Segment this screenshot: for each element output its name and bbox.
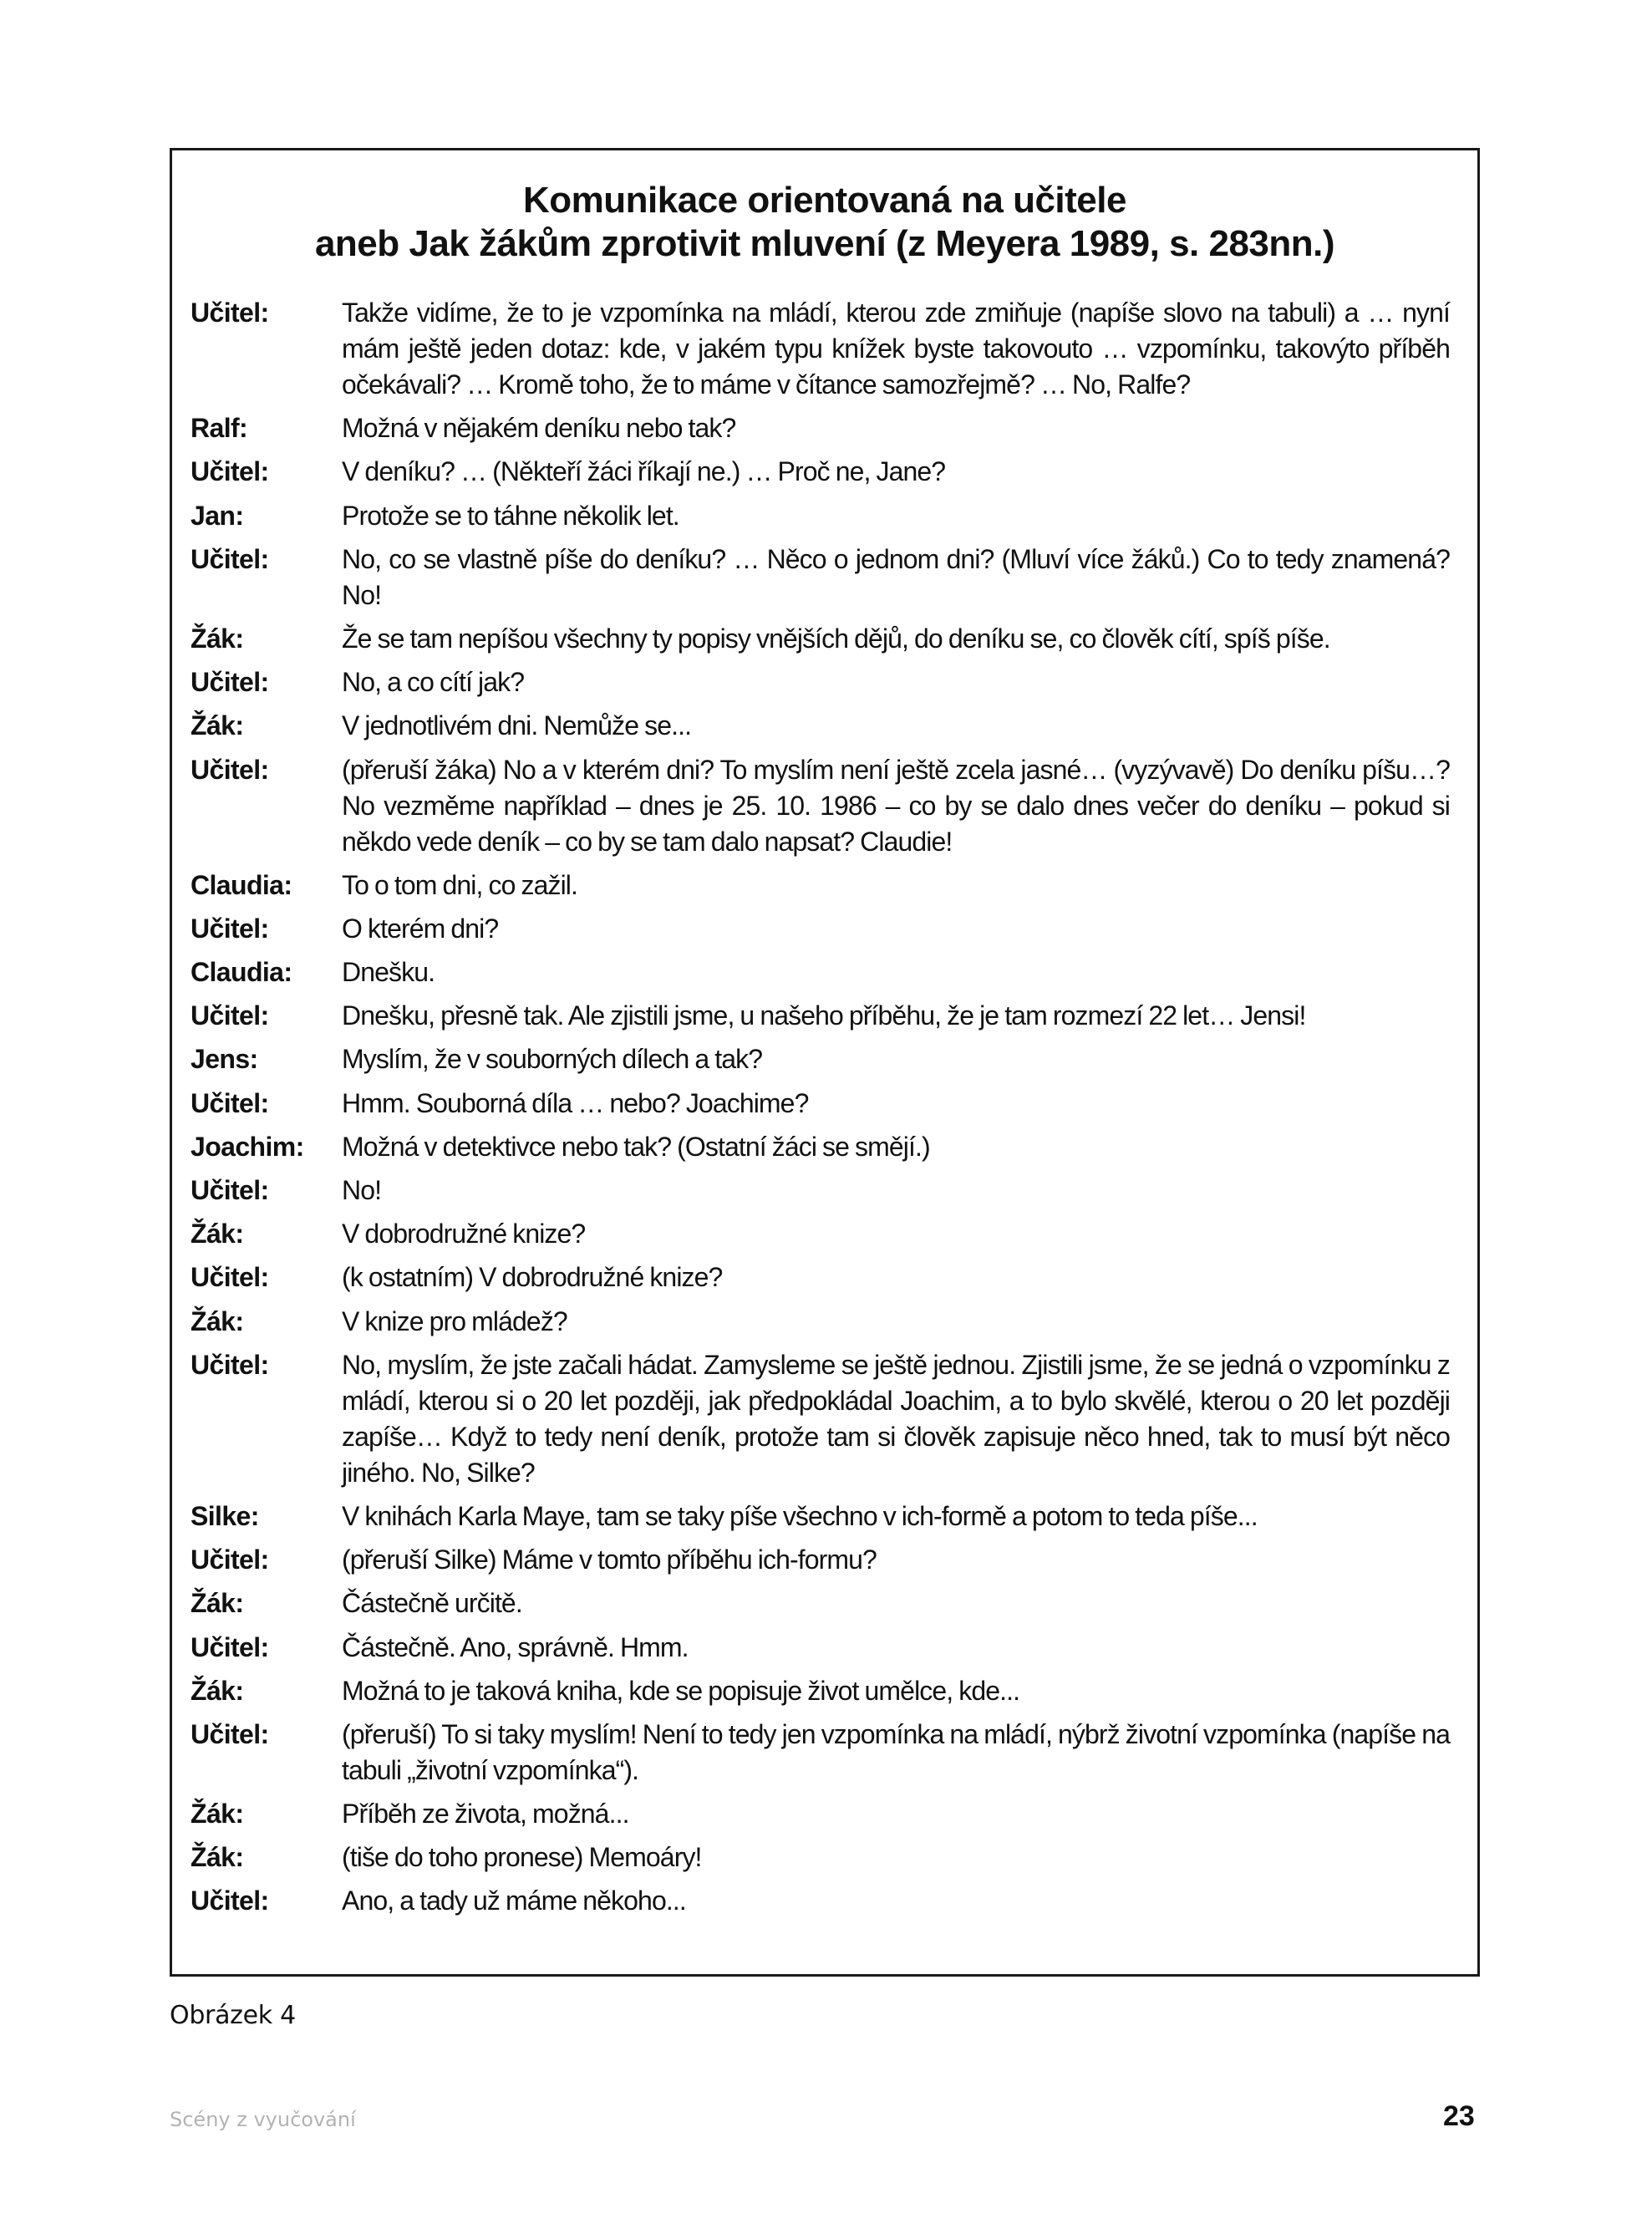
utterance: Dnešku. bbox=[342, 957, 435, 988]
dialogue-row bbox=[191, 1086, 1450, 1122]
utterance: Ano, a tady už máme někoho... bbox=[342, 1886, 686, 1916]
utterance: To o tom dni, co zažil. bbox=[342, 869, 577, 900]
dialogue-row bbox=[191, 1129, 1450, 1165]
dialogue-row bbox=[191, 1585, 1450, 1621]
dialogue-row bbox=[191, 1883, 1450, 1919]
utterance: Myslím, že v souborných dílech a tak? bbox=[342, 1044, 763, 1075]
utterance: Možná to je taková kniha, kde se popisuje život umělce, kde... bbox=[342, 1675, 1020, 1706]
figure-box bbox=[170, 148, 1480, 1977]
dialogue-row bbox=[191, 1673, 1450, 1709]
speaker-label: Jens: bbox=[191, 1044, 258, 1075]
speaker-label: Učitel: bbox=[191, 754, 269, 785]
dialogue-row bbox=[191, 1542, 1450, 1578]
speaker-label: Joachim: bbox=[191, 1131, 304, 1162]
dialogue-row bbox=[191, 708, 1450, 744]
dialogue-row bbox=[191, 954, 1450, 990]
figure-title-line-1: Komunikace orientovaná na učitele bbox=[523, 180, 1126, 221]
page-number: 23 bbox=[1443, 2100, 1475, 2132]
speaker-label: Žák: bbox=[191, 1588, 244, 1619]
dialogue-row bbox=[191, 911, 1450, 947]
dialogue-row bbox=[191, 1499, 1450, 1534]
speaker-label: Žák: bbox=[191, 710, 244, 741]
dialogue-row bbox=[191, 1796, 1450, 1832]
utterance: O kterém dni? bbox=[342, 913, 499, 944]
dialogue-row bbox=[191, 1630, 1450, 1666]
dialogue-row bbox=[191, 542, 1450, 613]
dialogue-row bbox=[191, 998, 1450, 1034]
dialogue-list bbox=[191, 295, 1450, 1927]
dialogue-row bbox=[191, 868, 1450, 903]
utterance: (k ostatním) V dobrodružné knize? bbox=[342, 1262, 723, 1293]
dialogue-row bbox=[191, 621, 1450, 657]
speaker-label: Učitel: bbox=[191, 667, 269, 698]
dialogue-row bbox=[191, 1173, 1450, 1209]
utterance: (přeruší Silke) Máme v tomto příběhu ich-formu? bbox=[342, 1545, 877, 1575]
utterance: Částečně určitě. bbox=[342, 1588, 522, 1619]
speaker-label: Učitel: bbox=[191, 298, 269, 328]
speaker-label: Žák: bbox=[191, 1675, 244, 1706]
dialogue-row bbox=[191, 752, 1450, 860]
utterance: No, myslím, že jste začali hádat. Zamysleme se ještě jednou. Zjistili jsme, že se jedná o vzpomínku z mládí, kterou si o 20 let později, jak předpokládal Joachim, a to bylo skvělé, kterou o 20 let později zapíše… Když to tedy není deník, protože tam si člověk zapisuje něco hned, tak to musí být něco jiného. No, Silke? bbox=[342, 1349, 1450, 1488]
utterance: V knize pro mládež? bbox=[342, 1305, 567, 1336]
speaker-label: Žák: bbox=[191, 1219, 244, 1249]
speaker-label: Žák: bbox=[191, 1842, 244, 1873]
utterance: Takže vidíme, že to je vzpomínka na mládí, kterou zde zmiňuje (napíše slovo na tabuli) a … nyní mám ještě jeden dotaz: kde, v jakém typu knížek byste takovouto … vzpomínku, takovýto příběh očekávali? … Kromě toho, že to máme v čítance samozřejmě? … No, Ralfe? bbox=[342, 298, 1450, 400]
dialogue-row bbox=[191, 1840, 1450, 1875]
dialogue-row bbox=[191, 454, 1450, 490]
speaker-label: Učitel: bbox=[191, 1886, 269, 1916]
speaker-label: Učitel: bbox=[191, 1718, 269, 1749]
utterance: (přeruší) To si taky myslím! Není to tedy jen vzpomínka na mládí, nýbrž životní vzpomínka (napíše na tabuli „životní vzpomínka“). bbox=[342, 1718, 1450, 1785]
utterance: Dnešku, přesně tak. Ale zjistili jsme, u našeho příběhu, že je tam rozmezí 22 let… Jensi! bbox=[342, 1000, 1306, 1031]
speaker-label: Žák: bbox=[191, 1799, 244, 1830]
utterance: Částečně. Ano, správně. Hmm. bbox=[342, 1631, 689, 1662]
speaker-label: Učitel: bbox=[191, 1545, 269, 1575]
utterance: Příběh ze života, možná... bbox=[342, 1799, 629, 1830]
figure-caption: Obrázek 4 bbox=[170, 2001, 296, 2030]
speaker-label: Učitel: bbox=[191, 456, 269, 487]
figure-title bbox=[172, 179, 1477, 266]
running-title: Scény z vyučování bbox=[170, 2108, 356, 2131]
dialogue-row bbox=[191, 664, 1450, 700]
utterance: No, co se vlastně píše do deníku? … Něco o jednom dni? (Mluví více žáků.) Co to tedy znamená? No! bbox=[342, 543, 1450, 610]
speaker-label: Učitel: bbox=[191, 1175, 269, 1205]
utterance: V dobrodružné knize? bbox=[342, 1219, 586, 1249]
speaker-label: Jan: bbox=[191, 500, 244, 531]
utterance: V jednotlivém dni. Nemůže se... bbox=[342, 710, 692, 741]
dialogue-row bbox=[191, 295, 1450, 403]
utterance: (přeruší žáka) No a v kterém dni? To myslím není ještě zcela jasné… (vyzývavě) Do deníku píšu…? No vezměme například – dnes je 25. 10. 1986 – co by se dalo dnes večer do deníku – pokud si někdo vede deník – co by se tam dalo napsat? Claudie! bbox=[342, 754, 1450, 857]
speaker-label: Žák: bbox=[191, 1305, 244, 1336]
utterance: No, a co cítí jak? bbox=[342, 667, 525, 698]
utterance: V knihách Karla Maye, tam se taky píše všechno v ich-formě a potom to teda píše... bbox=[342, 1500, 1258, 1531]
figure-title-line-2: aneb Jak žákům zprotivit mluvení (z Meyera 1989, s. 283nn.) bbox=[314, 223, 1335, 264]
utterance: Hmm. Souborná díla … nebo? Joachime? bbox=[342, 1087, 809, 1118]
dialogue-row bbox=[191, 498, 1450, 534]
utterance: Možná v nějakém deníku nebo tak? bbox=[342, 413, 736, 444]
utterance: Protože se to táhne několik let. bbox=[342, 500, 679, 531]
speaker-label: Učitel: bbox=[191, 1262, 269, 1293]
speaker-label: Žák: bbox=[191, 623, 244, 654]
dialogue-row bbox=[191, 1260, 1450, 1295]
dialogue-row bbox=[191, 1347, 1450, 1491]
utterance: Možná v detektivce nebo tak? (Ostatní žáci se smějí.) bbox=[342, 1131, 930, 1162]
dialogue-row bbox=[191, 410, 1450, 446]
dialogue-row bbox=[191, 1041, 1450, 1077]
dialogue-row bbox=[191, 1304, 1450, 1340]
speaker-label: Ralf: bbox=[191, 413, 248, 444]
speaker-label: Učitel: bbox=[191, 1631, 269, 1662]
speaker-label: Učitel: bbox=[191, 543, 269, 574]
dialogue-row bbox=[191, 1717, 1450, 1789]
speaker-label: Silke: bbox=[191, 1500, 259, 1531]
speaker-label: Claudia: bbox=[191, 869, 292, 900]
utterance: V deníku? … (Někteří žáci říkají ne.) … Proč ne, Jane? bbox=[342, 456, 946, 487]
dialogue-row bbox=[191, 1216, 1450, 1252]
speaker-label: Učitel: bbox=[191, 913, 269, 944]
speaker-label: Učitel: bbox=[191, 1087, 269, 1118]
utterance: Že se tam nepíšou všechny ty popisy vnějších dějů, do deníku se, co člověk cítí, spíš píše. bbox=[342, 623, 1330, 654]
speaker-label: Učitel: bbox=[191, 1000, 269, 1031]
utterance: No! bbox=[342, 1175, 382, 1205]
speaker-label: Claudia: bbox=[191, 957, 292, 988]
utterance: (tiše do toho pronese) Memoáry! bbox=[342, 1842, 702, 1873]
speaker-label: Učitel: bbox=[191, 1349, 269, 1380]
